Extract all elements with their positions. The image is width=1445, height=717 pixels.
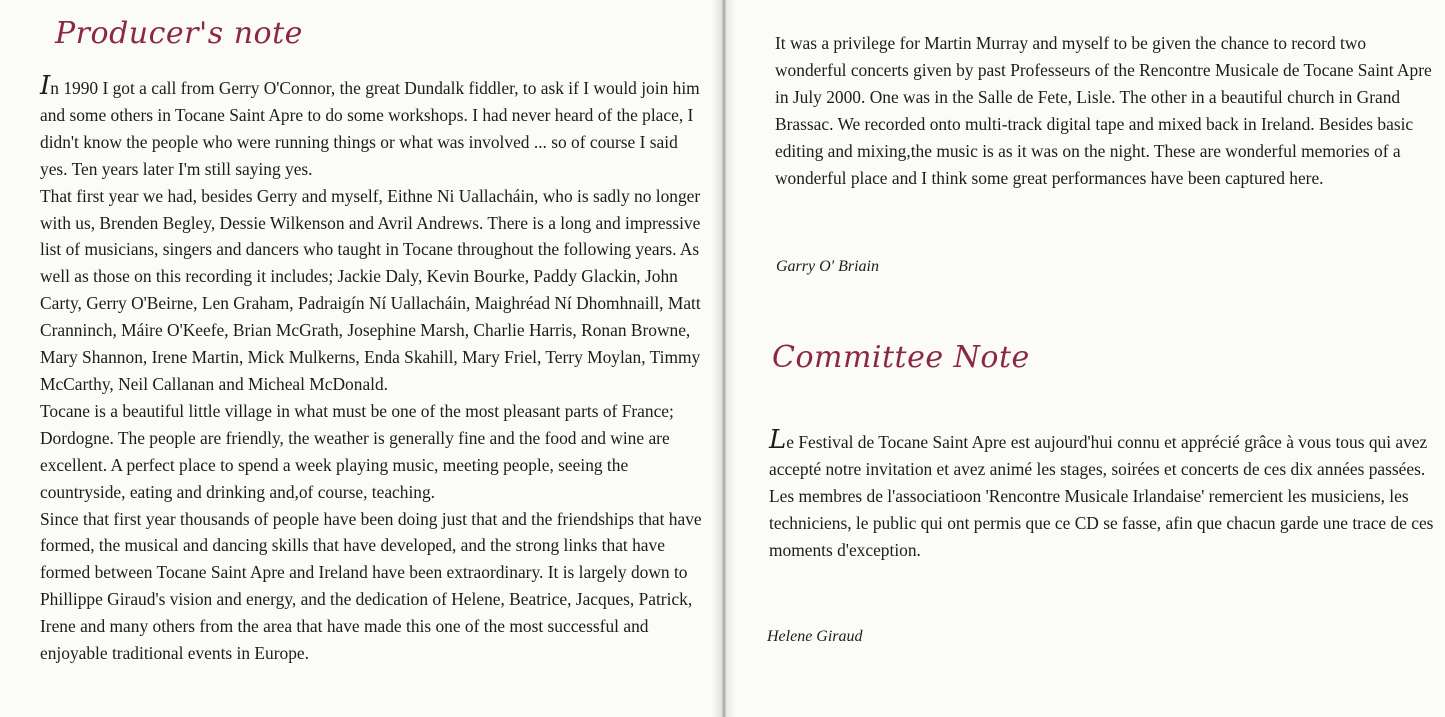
producers-note-paragraph-4: Since that first year thousands of people have been doing just that and the friendships that have formed, the musical and dancing skills that have developed, and the strong links that have formed between Tocane Saint Apre and Ireland have been extraordinary. It is largely down to Phillippe Giraud's vision and energy, and the dedication of Helene, Beatrice, Jacques, Patrick, Irene and many others from the area that have made this one of the most successful and enjoyable traditional events in Europe. (40, 508, 702, 664)
producers-note-continued: It was a privilege for Martin Murray and myself to be given the chance to record two wonderful concerts given by past Professeurs of the Rencontre Musicale de Tocane Saint Apre in July 2000. One was in the Salle de Fete, Lisle. The other in a beautiful church in Grand Brassac. We recorded onto multi-track digital tape and mixed back in Ireland. Besides basic editing and mixing,the music is as it was on the night. These are wonderful memories of a wonderful place and I think some great performances have been captured here. (775, 33, 1432, 188)
committee-signature: Helene Giraud (767, 628, 863, 645)
drop-cap: I (40, 71, 51, 101)
producers-note-heading: Producer's note (55, 16, 303, 51)
committee-note-paragraph-2: Les membres de l'associatioon 'Rencontre Musicale Irlandaise' remercient les musiciens, les techniciens, le public qui ont permis que ce CD se fasse, afin que chacun garde une trace de ces moments d'exception. (769, 485, 1434, 560)
producer-signature: Garry O' Briain (776, 258, 879, 275)
committee-note-paragraph-1: Le Festival de Tocane Saint Apre est aujourd'hui connu et apprécié grâce à vous tous qui avez accepté notre invitation et avez animé les stages, soirées et concerts de ces dix années passées. (769, 425, 1428, 479)
committee-note-heading: Committee Note (772, 340, 1030, 375)
producers-note-body (40, 73, 708, 667)
drop-cap: L (769, 425, 787, 455)
left-page (0, 0, 722, 717)
right-page (722, 0, 1445, 717)
committee-note-body (769, 427, 1437, 564)
producers-note-paragraph-2: That first year we had, besides Gerry and myself, Eithne Ni Uallacháin, who is sadly no longer with us, Brenden Begley, Dessie Wilkenson and Avril Andrews. There is a long and impressive list of musicians, singers and dancers who taught in Tocane throughout the following years. As well as those on this recording it includes; Jackie Daly, Kevin Bourke, Paddy Glackin, John Carty, Gerry O'Beirne, Len Graham, Padraigín Ní Uallacháin, Maighréad Ní Dhomhnaill, Matt Cranninch, Máire O'Keefe, Brian McGrath, Josephine Marsh, Charlie Harris, Ronan Browne, Mary Shannon, Irene Martin, Mick Mulkerns, Enda Skahill, Mary Friel, Terry Moylan, Timmy McCarthy, Neil Callanan and Micheal McDonald. (40, 185, 701, 394)
producers-note-paragraph-3: Tocane is a beautiful little village in what must be one of the most pleasant parts of France; Dordogne. The people are friendly, the weather is generally fine and the food and wine are excellent. A perfect place to spend a week playing music, meeting people, seeing the countryside, eating and drinking and,of course, teaching. (40, 400, 674, 502)
producers-note-paragraph-1: In 1990 I got a call from Gerry O'Connor, the great Dundalk fiddler, to ask if I would join him and some others in Tocane Saint Apre to do some workshops. I had never heard of the place, I didn't know the people who were running things or what was involved ... so of course I said yes. Ten years later I'm still saying yes. (40, 71, 700, 179)
